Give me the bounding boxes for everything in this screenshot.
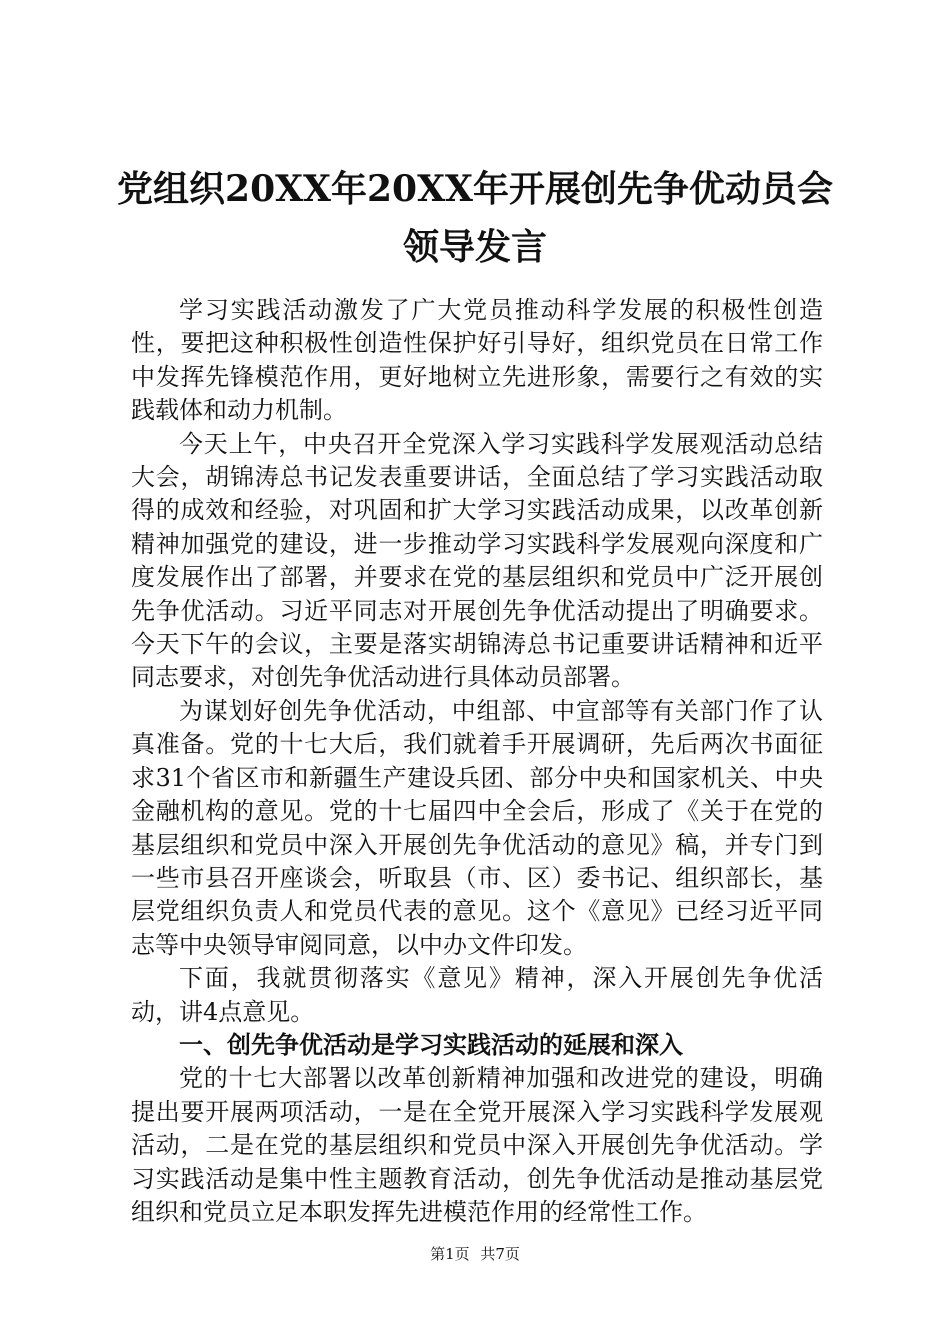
paragraph-4: 下面，我就贯彻落实《意见》精神，深入开展创先争优活动，讲4点意见。	[131, 964, 823, 1026]
document-title: 党组织20XX年20XX年开展创先争优动员会领导发言	[117, 168, 833, 268]
page-footer	[0, 1244, 950, 1264]
paragraph-1: 学习实践活动激发了广大党员推动科学发展的积极性创造性，要把这种积极性创造性保护好引导好，组织党员在日常工作中发挥先锋模范作用，更好地树立先进形象，需要行之有效的实践载体和动力机制。	[131, 296, 823, 425]
section-paragraph: 党的十七大部署以改革创新精神加强和改进党的建设，明确提出要开展两项活动，一是在全党开展深入学习实践科学发展观活动，二是在党的基层组织和党员中深入开展创先争优活动。学习实践活动是集中性主题教育活动，创先争优活动是推动基层党组织和党员立足本职发挥先进模范作用的经常性工作。	[131, 1064, 823, 1226]
page-number: 第1页	[430, 1245, 470, 1263]
document-body	[131, 294, 823, 1229]
page-total: 共7页	[480, 1245, 520, 1263]
paragraph-2: 今天上午，中央召开全党深入学习实践科学发展观活动总结大会，胡锦涛总书记发表重要讲话，全面总结了学习实践活动取得的成效和经验，对巩固和扩大学习实践活动成果，以改革创新精神加强党的建设，进一步推动学习实践科学发展观向深度和广度发展作出了部署，并要求在党的基层组织和党员中广泛开展创先争优活动。习近平同志对开展创先争优活动提出了明确要求。今天下午的会议，主要是落实胡锦涛总书记重要讲话精神和近平同志要求，对创先争优活动进行具体动员部署。	[131, 429, 823, 692]
section-heading: 一、创先争优活动是学习实践活动的延展和深入	[179, 1030, 683, 1059]
paragraph-3: 为谋划好创先争优活动，中组部、中宣部等有关部门作了认真准备。党的十七大后，我们就着手开展调研，先后两次书面征求31个省区市和新疆生产建设兵团、部分中央和国家机关、中央金融机构的意见。党的十七届四中全会后，形成了《关于在党的基层组织和党员中深入开展创先争优活动的意见》稿，并专门到一些市县召开座谈会，听取县（市、区）委书记、组织部长，基层党组织负责人和党员代表的意见。这个《意见》已经习近平同志等中央领导审阅同意，以中办文件印发。	[131, 696, 823, 959]
